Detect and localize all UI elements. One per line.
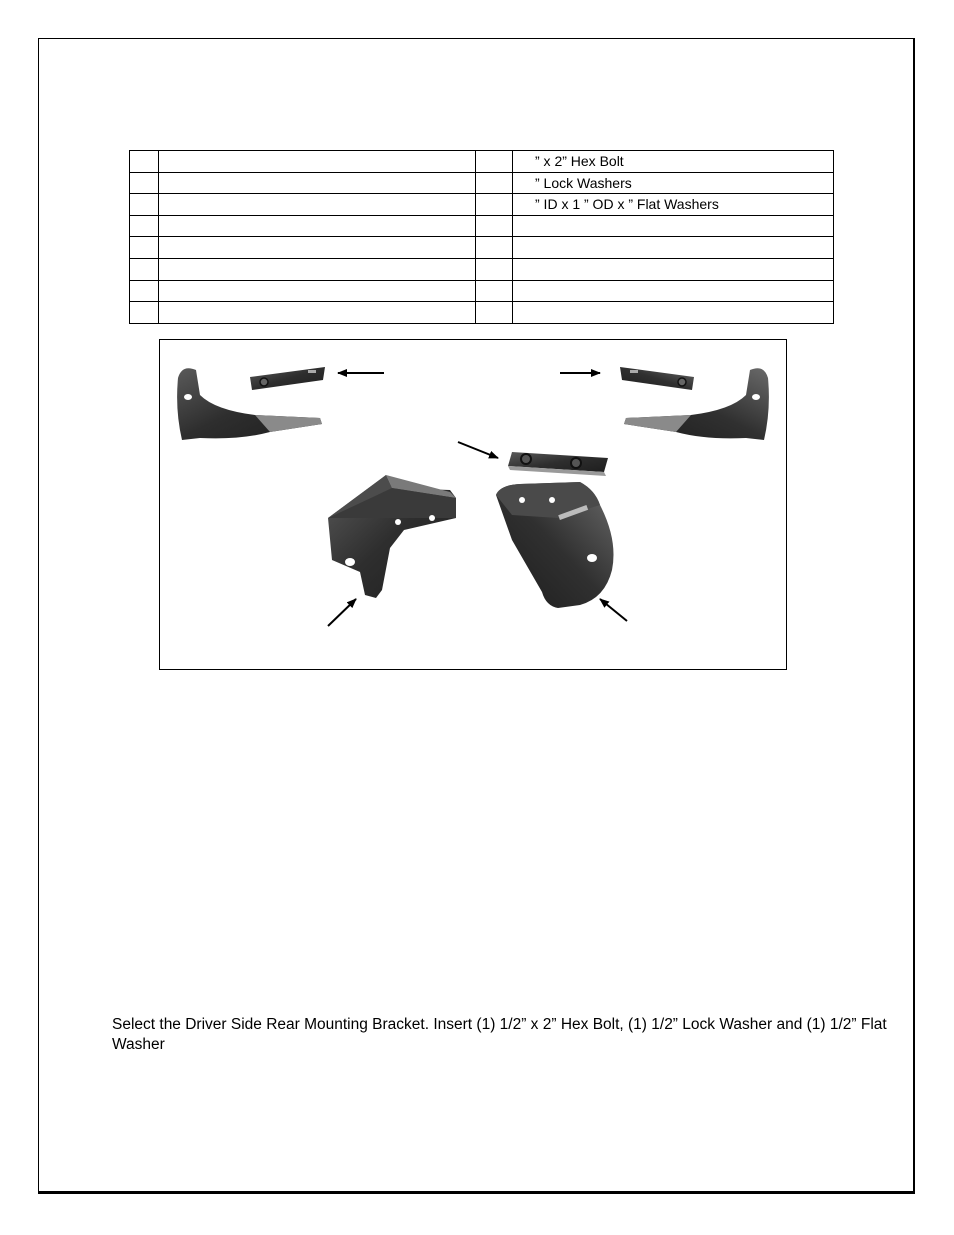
table-cell — [476, 151, 513, 173]
table-cell — [159, 215, 476, 237]
table-row — [130, 302, 834, 324]
table-row — [130, 194, 834, 216]
table-cell — [130, 302, 159, 324]
table-cell — [130, 172, 159, 194]
table-cell — [159, 151, 476, 173]
parts-table — [129, 150, 834, 324]
table-cell — [513, 302, 834, 324]
table-cell — [130, 280, 159, 302]
table-cell — [159, 172, 476, 194]
right-backing-plate — [620, 367, 694, 390]
parts-photo-drawing — [160, 340, 786, 669]
table-row — [130, 215, 834, 237]
table-cell — [130, 237, 159, 259]
center-backing-plate — [508, 452, 608, 476]
table-row — [130, 280, 834, 302]
table-cell — [159, 194, 476, 216]
table-cell — [513, 215, 834, 237]
parts-photo — [159, 339, 787, 670]
table-cell: ” ID x 1 ” OD x ” Flat Washers — [513, 194, 834, 216]
table-cell — [476, 237, 513, 259]
table-cell — [476, 258, 513, 280]
table-cell: ” Lock Washers — [513, 172, 834, 194]
table-cell — [513, 237, 834, 259]
table-cell — [130, 194, 159, 216]
driver-side-front-bracket — [328, 475, 456, 598]
driver-side-rear-bracket — [496, 482, 614, 608]
arrow-center-plate — [458, 442, 498, 458]
table-cell — [130, 258, 159, 280]
table-row — [130, 237, 834, 259]
table-row — [130, 151, 834, 173]
table-row — [130, 172, 834, 194]
table-cell — [513, 258, 834, 280]
table-cell — [476, 194, 513, 216]
instruction-text: Select the Driver Side Rear Mounting Bracket. Insert (1) 1/2” x 2” Hex Bolt, (1) 1/2” Lock Washer and (1) 1/2” Flat Washer — [112, 1016, 887, 1053]
arrow-front-bracket — [328, 599, 356, 626]
arrow-rear-bracket — [600, 599, 627, 621]
table-cell — [159, 280, 476, 302]
left-backing-plate — [250, 367, 325, 390]
table-cell — [476, 215, 513, 237]
table-cell — [476, 172, 513, 194]
table-row — [130, 258, 834, 280]
table-cell — [513, 280, 834, 302]
table-cell — [159, 258, 476, 280]
table-cell — [159, 302, 476, 324]
table-cell — [159, 237, 476, 259]
table-cell — [476, 280, 513, 302]
table-cell — [476, 302, 513, 324]
table-cell — [130, 215, 159, 237]
table-cell: ” x 2” Hex Bolt — [513, 151, 834, 173]
table-cell — [130, 151, 159, 173]
